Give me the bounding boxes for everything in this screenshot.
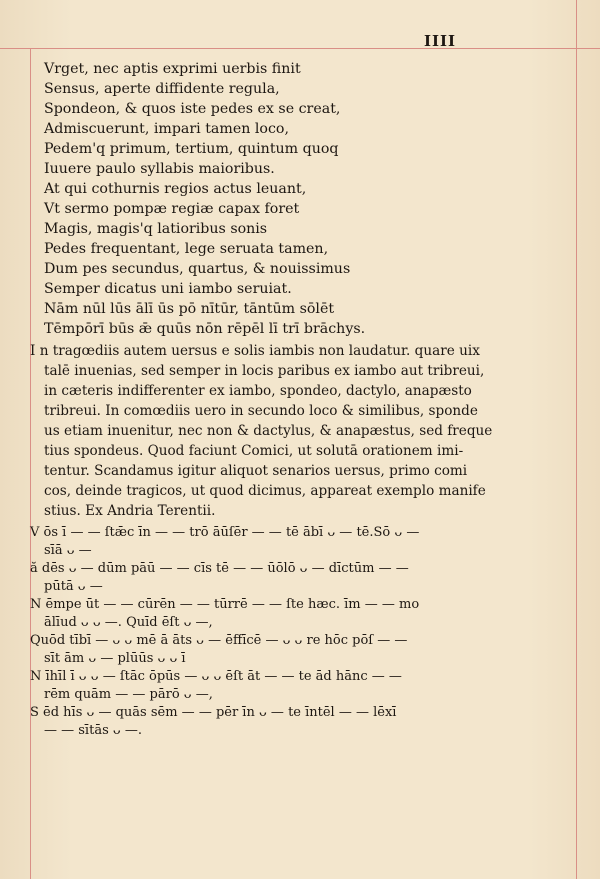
verse-line: Pedes frequentant, lege seruata tamen, [44,241,329,257]
folio-number: IIII [424,32,457,50]
prose-line: talē inuenias, sed semper in locis paribus ex iambo aut tribreui, [44,363,485,379]
scansion-line: Quōd tībī — ᴗ ᴗ mē ā āts ᴗ — ēffīcē — ᴗ ᴗ re hōc pōſ — — [30,633,408,648]
scansion-line: sīt ām ᴗ — plūūs ᴗ ᴗ ī [44,651,186,666]
scansion-line: — — sītās ᴗ —. [44,723,142,738]
prose-line: in cæteris indifferenter ex iambo, spondeo, dactylo, anapæsto [44,383,472,399]
scansion-line: N īhīl ī ᴗ ᴗ — ſtāc ōpūs — ᴗ ᴗ ēſt āt — — te ād hānc — — [30,669,402,684]
prose-line: tentur. Scandamus igitur aliquot senarios uersus, primo comi [44,463,468,479]
scansion-line: V ōs ī — — ſtǣc īn — — trō āūſēr — — tē ābī ᴗ — tē.Sō ᴗ — [30,525,420,540]
verse-line: Spondeon, & quos iste pedes ex se creat, [44,101,341,117]
verse-line: Tēmpōrī būs ǣ quūs nōn rēpēl lī trī brāchys. [44,321,366,337]
scansion-line: pūtā ᴗ — [44,579,103,594]
scansion-line: ālīud ᴗ ᴗ —. Quīd ēſt ᴗ —, [44,615,213,630]
scansion-line: rēm quām — — pārō ᴗ —, [44,687,213,702]
scansion-line: S ēd hīs ᴗ — quās sēm — — pēr īn ᴗ — te īntēl — — lēxī [30,705,397,720]
margin-rule-top [0,48,600,49]
prose-line: cos, deinde tragicos, ut quod dicimus, appareat exemplo manife [44,483,486,499]
prose-line: tius spondeus. Quod faciunt Comici, ut solutā orationem imi- [44,443,464,459]
verse-line: Vt sermo pompæ regiæ capax foret [44,201,300,217]
margin-rule-right [576,0,577,879]
verse-line: At qui cothurnis regios actus leuant, [44,181,307,197]
scansion-line: sīā ᴗ — [44,543,92,558]
verse-line: Nām nūl lūs ālī ūs pō nītūr, tāntūm sōlēt [44,301,335,317]
prose-line: I n tragœdiis autem uersus e solis iambis non laudatur. quare uix [30,343,480,359]
verse-line: Admiscuerunt, impari tamen loco, [44,121,289,137]
prose-line: us etiam inuenitur, nec non & dactylus, & anapæstus, sed freque [44,423,493,439]
margin-rule-left [30,48,31,879]
verse-line: Vrget, nec aptis exprimi uerbis finit [44,61,301,77]
verse-line: Iuuere paulo syllabis maioribus. [44,161,275,177]
scansion-line: ă dēs ᴗ — dūm pāū — — cīs tē — — ūōlō ᴗ — dīctūm — — [30,561,409,576]
scansion-line: N ēmpe ūt — — cūrēn — — tūrrē — — ſte hæc. īm — — mo [30,597,420,612]
prose-line: stius. Ex Andria Terentii. [44,503,216,519]
verse-line: Dum pes secundus, quartus, & nouissimus [44,261,351,277]
prose-line: tribreui. In comœdiis uero in secundo loco & similibus, sponde [44,403,478,419]
verse-line: Pedem'q primum, tertium, quintum quoq [44,141,339,157]
verse-line: Sensus, aperte diffidente regula, [44,81,280,97]
verse-line: Magis, magis'q latioribus sonis [44,221,268,237]
verse-line: Semper dicatus uni iambo seruiat. [44,281,292,297]
